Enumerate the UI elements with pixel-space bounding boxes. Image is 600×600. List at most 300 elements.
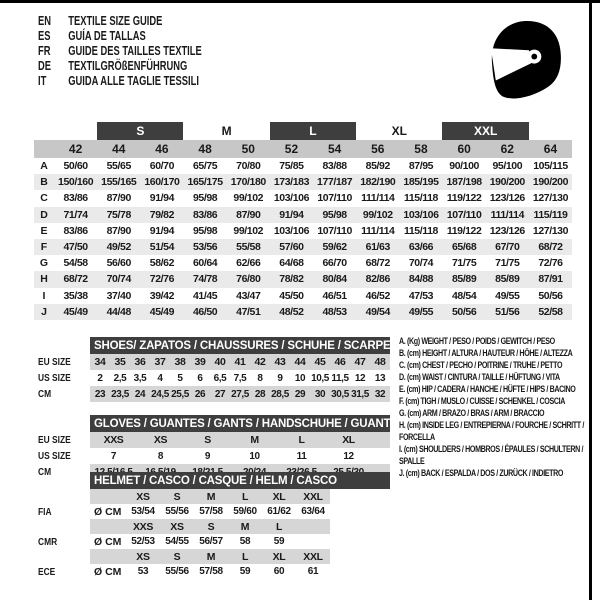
size-group-m: M [221, 124, 232, 138]
helmet-value: 61/62 [267, 506, 291, 517]
shoes-values [90, 386, 390, 402]
measurement-value: 56/60 [106, 257, 131, 270]
helmet-value: 58 [239, 536, 251, 547]
measurement-value: 71/75 [495, 257, 520, 270]
size-group-xxl: XXL [442, 122, 528, 140]
measurement-value: 85/92 [365, 160, 390, 173]
measurement-value: 173/183 [273, 176, 310, 189]
helmet-standard-ece: ECE [38, 565, 56, 578]
helmet-value: 53/54 [131, 506, 155, 517]
measurement-value: 46/50 [192, 305, 218, 318]
measurement-value: 90/100 [449, 160, 479, 173]
gloves-row-label: CM [38, 466, 52, 478]
gloves-value: XXS [103, 434, 124, 446]
size-50: 50 [241, 142, 255, 156]
measurement-value: 107/110 [317, 224, 352, 237]
helmet-value: 57/58 [199, 506, 223, 517]
measurement-value: 150/160 [58, 176, 94, 189]
shoes-value: 30 [314, 388, 326, 400]
helmet-unit: Ø CM [94, 505, 122, 518]
language-title-list [38, 13, 265, 88]
helmet-values [90, 504, 330, 519]
measurement-value: 43/47 [236, 289, 261, 302]
legend-item: D. (cm) WAIST / CINTURA / TAILLE / HÜFTUNG / VITA [399, 372, 560, 383]
row-label-c: C [40, 192, 48, 205]
measurement-value: 70/74 [106, 273, 131, 286]
helmet-unit-spacer [90, 549, 126, 564]
gloves-value: XS [153, 434, 168, 446]
helmet-size-label: XL [272, 490, 286, 503]
page-top-border [0, 0, 600, 3]
helmet-standard-fia: FIA [38, 505, 52, 518]
legend-item: H. (cm) INSIDE LEG / ENTREPIERNA / FOURCHE / SCHRITT / FORCELLA [399, 420, 584, 443]
measurement-value: 165/175 [187, 176, 223, 189]
shoes-size-table [38, 337, 390, 402]
measurement-value: 187/198 [446, 176, 482, 189]
shoes-value: 6,5 [213, 372, 227, 384]
shoes-value: 10,5 [311, 372, 329, 384]
helmet-unit: Ø CM [94, 565, 122, 578]
size-group-l: L [270, 122, 356, 140]
measurement-value: 37/40 [106, 289, 131, 302]
language-row [38, 43, 202, 58]
measurement-row-c [34, 190, 572, 206]
measurement-value: 119/122 [446, 224, 482, 237]
row-label-i: I [42, 289, 46, 302]
measurement-value: 107/110 [317, 192, 352, 205]
gloves-title-row [38, 415, 394, 432]
measurement-value: 49/55 [408, 305, 434, 318]
gloves-value: M [250, 434, 259, 446]
measurement-value: 105/115 [533, 160, 568, 173]
measurement-value: 87/90 [236, 208, 261, 221]
page-right-border [589, 0, 592, 600]
shoes-value: 32 [374, 388, 386, 400]
size-60: 60 [457, 142, 471, 156]
shoes-value: 7,5 [233, 372, 247, 384]
measurement-value: 65/75 [192, 160, 218, 173]
measurement-value: 95/98 [192, 224, 218, 237]
shoes-value: 37 [154, 356, 166, 368]
helmet-value: 63/64 [301, 506, 325, 517]
shoes-value: 35 [114, 356, 126, 368]
helmet-size-label: XL [272, 550, 286, 563]
measurement-value: 85/89 [451, 273, 477, 286]
shoes-value: 2,5 [113, 372, 127, 384]
measurement-value: 111/114 [361, 224, 395, 237]
row-label-j: J [41, 305, 47, 318]
measurement-value: 61/63 [365, 241, 390, 254]
size-group-spacer [529, 122, 572, 140]
helmet-size-label: S [173, 490, 181, 503]
gloves-value: S [204, 434, 211, 446]
spacer [38, 337, 90, 354]
measurement-value: 41/45 [192, 289, 218, 302]
measurement-row-d [34, 207, 572, 223]
shoes-row-label: US SIZE [38, 372, 71, 384]
measurement-value: 87/90 [106, 192, 131, 205]
shoes-value: 46 [334, 356, 346, 368]
language-title: GUÍA DE TALLAS [68, 28, 146, 43]
measurement-value: 49/52 [106, 241, 131, 254]
measurement-value: 71/74 [63, 208, 88, 221]
measurement-value: 78/82 [279, 273, 304, 286]
measurement-value: 48/54 [451, 289, 477, 302]
helmet-value: 53 [137, 566, 149, 577]
measurement-value: 127/130 [532, 224, 569, 237]
measurement-value: 85/89 [495, 273, 520, 286]
helmet-unit-spacer [90, 489, 126, 504]
row-label-g: G [39, 257, 49, 270]
size-64: 64 [543, 142, 558, 156]
shoes-value: 6 [197, 372, 203, 384]
row-label-e: E [40, 224, 48, 237]
spacer [38, 489, 80, 504]
helmet-size-row [38, 519, 390, 534]
legend-item: G. (cm) ARM / BRAZO / BRAS / ARM / BRACCIO [399, 408, 545, 419]
helmet-title-row [38, 472, 390, 489]
measurement-value: 45/49 [149, 305, 175, 318]
measurement-value: 103/106 [403, 208, 439, 221]
shoes-value: 43 [274, 356, 286, 368]
shoes-value: 26 [194, 388, 206, 400]
size-54: 54 [327, 142, 342, 156]
gloves-value: 9 [204, 450, 211, 462]
gloves-row [38, 448, 390, 464]
legend-item: A. (Kg) WEIGHT / PESO / POIDS / GEWITCH / PESO [399, 336, 555, 347]
shoes-value: 23 [94, 388, 106, 400]
measurement-value: 47/51 [236, 305, 261, 318]
shoes-row [38, 370, 390, 386]
helmet-sizes [90, 549, 330, 564]
measurement-value: 115/118 [403, 192, 438, 205]
helmet-values [90, 564, 330, 579]
shoes-row [38, 386, 390, 402]
measurement-value: 49/55 [495, 289, 520, 302]
measurement-value: 119/122 [446, 192, 482, 205]
language-code: IT [38, 73, 47, 88]
size-group-spacer [54, 122, 97, 140]
measurement-value: 55/58 [236, 241, 261, 254]
language-row [38, 58, 202, 73]
shoes-values [90, 354, 390, 370]
size-42: 42 [68, 142, 83, 156]
gloves-value: 12 [343, 450, 354, 462]
measurement-value: 54/58 [63, 257, 88, 270]
measurement-value: 35/38 [63, 289, 88, 302]
shoes-value: 23,5 [111, 388, 129, 400]
helmet-value: 59 [239, 566, 251, 577]
measurement-value: 47/53 [408, 289, 434, 302]
measurement-value: 99/102 [362, 208, 393, 221]
measurement-row-b [34, 174, 572, 190]
measurement-value: 63/66 [408, 241, 434, 254]
helmet-sizes [90, 519, 330, 534]
measurement-value: 182/190 [360, 176, 396, 189]
size-44: 44 [112, 142, 126, 156]
shoes-value: 31,5 [351, 388, 369, 400]
garment-size-table [34, 122, 572, 320]
measurement-value: 45/50 [279, 289, 304, 302]
helmet-table-title: HELMET / CASCO / CASQUE / HELM / CASCO [90, 472, 390, 489]
measurement-value: 115/119 [533, 208, 568, 221]
shoes-value: 47 [354, 356, 366, 368]
shoes-value: 25,5 [171, 388, 189, 400]
helmet-value: 59/60 [233, 506, 257, 517]
gloves-value: XL [342, 434, 355, 446]
helmet-size-row [38, 549, 390, 564]
shoes-value: 29 [294, 388, 306, 400]
measurement-value: 82/86 [365, 273, 390, 286]
shoes-value: 3,5 [133, 372, 147, 384]
measurement-value: 84/88 [408, 273, 434, 286]
measurement-value: 45/49 [63, 305, 88, 318]
measurement-value: 50/56 [451, 305, 477, 318]
legend-item: E. (cm) HIP / CADERA / HANCHE / HÜFTE / HIPS / BACINO [399, 384, 576, 395]
gloves-value: L [298, 434, 305, 446]
measurement-row-g [34, 255, 572, 271]
measurement-value: 62/66 [236, 257, 261, 270]
helmet-value-row [38, 534, 390, 549]
helmet-size-label: XXL [303, 490, 323, 503]
measurement-value: 50/60 [63, 160, 88, 173]
measurement-row-i [34, 288, 572, 304]
measurement-value: 160/170 [144, 176, 180, 189]
measurement-value: 52/58 [538, 305, 563, 318]
measurement-value: 155/165 [101, 176, 137, 189]
helmet-unit-spacer [90, 519, 126, 534]
corner-spacer [34, 122, 54, 140]
shoes-values [90, 370, 390, 386]
language-title: TEXTILE SIZE GUIDE [68, 13, 163, 28]
row-label-b: B [40, 176, 48, 189]
size-56: 56 [371, 142, 385, 156]
helmet-value: 61 [307, 566, 319, 577]
measurement-value: 87/95 [408, 160, 434, 173]
language-row [38, 28, 202, 43]
language-code: FR [38, 43, 51, 58]
size-58: 58 [414, 142, 428, 156]
measurement-value: 50/56 [538, 289, 563, 302]
gloves-value: 10 [249, 450, 260, 462]
helmet-standard-cmr: CMR [38, 535, 58, 548]
measurement-value: 177/187 [317, 176, 353, 189]
row-label-f: F [40, 241, 48, 254]
legend-item: J. (cm) BACK / ESPALDA / DOS / ZURÜCK / INDIETRO [399, 468, 564, 479]
shoes-value: 34 [94, 356, 106, 368]
measurement-row-f [34, 239, 572, 255]
measurement-value: 60/70 [149, 160, 175, 173]
measurement-value: 99/102 [233, 192, 264, 205]
shoes-value: 40 [214, 356, 226, 368]
helmet-values [90, 534, 330, 549]
gloves-row-label: US SIZE [38, 450, 71, 462]
shoes-value: 41 [234, 356, 246, 368]
measurement-value: 72/76 [538, 257, 563, 270]
measurement-row-e [34, 223, 572, 239]
measurement-value: 111/114 [361, 192, 395, 205]
measurement-value: 107/110 [446, 208, 482, 221]
corner-spacer [34, 140, 54, 158]
legend-item: F. (cm) TIGH / MUSLO / CUISSE / SCHENKEL / COSCIA [399, 396, 565, 407]
measurement-value: 91/94 [149, 224, 175, 237]
measurement-value: 123/126 [489, 192, 525, 205]
shoes-value: 24,5 [151, 388, 169, 400]
measurement-value: 72/76 [149, 273, 175, 286]
shoes-table-title: SHOES/ ZAPATOS / CHAUSSURES / SCHUHE / SCARPE [90, 337, 390, 354]
helmet-value: 57/58 [199, 566, 223, 577]
measurement-value: 49/54 [365, 305, 390, 318]
helmet-size-label: XXS [132, 520, 154, 533]
measurement-value: 58/62 [149, 257, 175, 270]
language-code: ES [38, 28, 51, 43]
row-label-h: H [40, 273, 48, 286]
measurement-value: 70/74 [408, 257, 434, 270]
measurement-value: 48/52 [279, 305, 304, 318]
measurement-value: 55/65 [106, 160, 131, 173]
measurement-value: 170/180 [230, 176, 266, 189]
measurement-value: 87/91 [538, 273, 563, 286]
language-row [38, 73, 202, 88]
shoes-value: 45 [314, 356, 326, 368]
shoes-value: 13 [374, 372, 386, 384]
measurement-value: 111/114 [490, 208, 525, 221]
measurement-value: 68/72 [63, 273, 88, 286]
legend-item: I. (cm) SHOULDERS / HOMBROS / ÉPAULES / SCHULTERN / SPALLE [399, 444, 584, 467]
shoes-value: 28 [254, 388, 266, 400]
measurement-value: 103/106 [273, 224, 310, 237]
measurement-value: 66/70 [322, 257, 347, 270]
measurement-legend [399, 336, 590, 480]
helmet-value: 59 [273, 536, 285, 547]
helmet-size-label: S [173, 550, 181, 563]
shoes-value: 11,5 [331, 372, 349, 384]
measurement-value: 87/90 [106, 224, 131, 237]
shoes-row [38, 354, 390, 370]
measurement-value: 91/94 [279, 208, 304, 221]
shoes-value: 48 [374, 356, 386, 368]
language-title: TEXTILGRÖßENFÜHRUNG [68, 58, 188, 73]
measurement-value: 75/78 [106, 208, 131, 221]
measurement-value: 46/51 [322, 289, 347, 302]
language-row [38, 13, 202, 28]
measurement-value: 95/98 [192, 192, 218, 205]
measurement-value: 74/78 [192, 273, 218, 286]
helmet-value: 60 [273, 566, 285, 577]
measurement-value: 185/195 [403, 176, 439, 189]
helmet-size-label: XXL [303, 550, 323, 563]
measurement-value: 123/126 [489, 224, 525, 237]
helmet-size-table [38, 472, 390, 579]
gloves-table-title: GLOVES / GUANTES / GANTS / HANDSCHUHE / GUANTI [90, 415, 390, 432]
size-group-row [34, 122, 572, 140]
measurement-value: 39/42 [149, 289, 175, 302]
shoes-value: 4 [157, 372, 163, 384]
helmet-size-label: M [206, 490, 216, 503]
helmet-size-label: M [240, 520, 250, 533]
size-48: 48 [198, 142, 212, 156]
measurement-value: 44/48 [106, 305, 131, 318]
language-code: EN [38, 13, 52, 28]
size-62: 62 [500, 142, 514, 156]
size-header-row [34, 140, 572, 158]
shoes-value: 27 [214, 388, 226, 400]
measurement-value: 83/86 [63, 192, 88, 205]
measurement-value: 76/80 [236, 273, 261, 286]
measurement-value: 190/200 [532, 176, 569, 189]
shoes-value: 30,5 [331, 388, 349, 400]
helmet-size-label: M [206, 550, 216, 563]
measurement-value: 64/68 [279, 257, 304, 270]
helmet-size-label: XS [136, 550, 150, 563]
size-group-xl: XL [391, 124, 407, 138]
helmet-unit: Ø CM [94, 535, 122, 548]
size-52: 52 [284, 142, 299, 156]
shoes-value: 38 [174, 356, 186, 368]
shoes-value: 27,5 [231, 388, 249, 400]
gloves-size-table [38, 415, 394, 480]
gloves-values [90, 432, 390, 448]
measurement-value: 46/52 [365, 289, 390, 302]
measurement-value: 67/70 [495, 241, 520, 254]
helmet-value: 55/56 [165, 506, 189, 517]
row-label-a: A [40, 160, 48, 173]
measurement-value: 47/50 [63, 241, 88, 254]
gloves-row [38, 432, 390, 448]
helmet-size-row [38, 489, 390, 504]
measurement-value: 79/82 [149, 208, 175, 221]
shoes-row-label: CM [38, 388, 52, 400]
shoes-value: 36 [134, 356, 146, 368]
measurement-value: 80/84 [322, 273, 347, 286]
measurement-value: 60/64 [192, 257, 218, 270]
measurement-value: 59/62 [322, 241, 347, 254]
measurement-value: 68/72 [538, 241, 563, 254]
measurement-value: 71/75 [451, 257, 477, 270]
shoes-value: 10 [294, 372, 306, 384]
measurement-value: 68/72 [365, 257, 390, 270]
shoes-value: 28,5 [271, 388, 289, 400]
language-title: GUIDA ALLE TAGLIE TESSILI [68, 73, 199, 88]
gloves-value: 11 [296, 450, 307, 462]
measurement-row-a [34, 158, 572, 174]
helmet-icon [487, 16, 565, 104]
gloves-row-label: EU SIZE [38, 434, 71, 446]
measurement-value: 70/80 [236, 160, 261, 173]
measurement-value: 99/102 [233, 224, 264, 237]
shoes-value: 2 [97, 372, 103, 384]
measurement-value: 103/106 [273, 192, 310, 205]
legend-item: C. (cm) CHEST / PECHO / POITRINE / TRUHE / PETTO [399, 360, 563, 371]
helmet-size-label: L [241, 550, 249, 563]
shoes-value: 42 [254, 356, 266, 368]
gloves-value: 8 [157, 450, 164, 462]
shoes-value: 9 [277, 372, 283, 384]
shoes-value: 39 [194, 356, 206, 368]
helmet-value: 55/56 [165, 566, 189, 577]
helmet-size-label: L [241, 490, 249, 503]
shoes-value: 24 [134, 388, 146, 400]
measurement-value: 190/200 [489, 176, 525, 189]
language-title: GUIDE DES TAILLES TEXTILE [68, 43, 202, 58]
shoes-value: 44 [294, 356, 306, 368]
legend-item: B. (cm) HEIGHT / ALTURA / HAUTEUR / HÖHE / ALTEZZA [399, 348, 573, 359]
language-code: DE [38, 58, 52, 73]
spacer [38, 519, 80, 534]
measurement-value: 57/60 [279, 241, 304, 254]
shoes-value: 12 [354, 372, 366, 384]
measurement-value: 91/94 [149, 192, 175, 205]
